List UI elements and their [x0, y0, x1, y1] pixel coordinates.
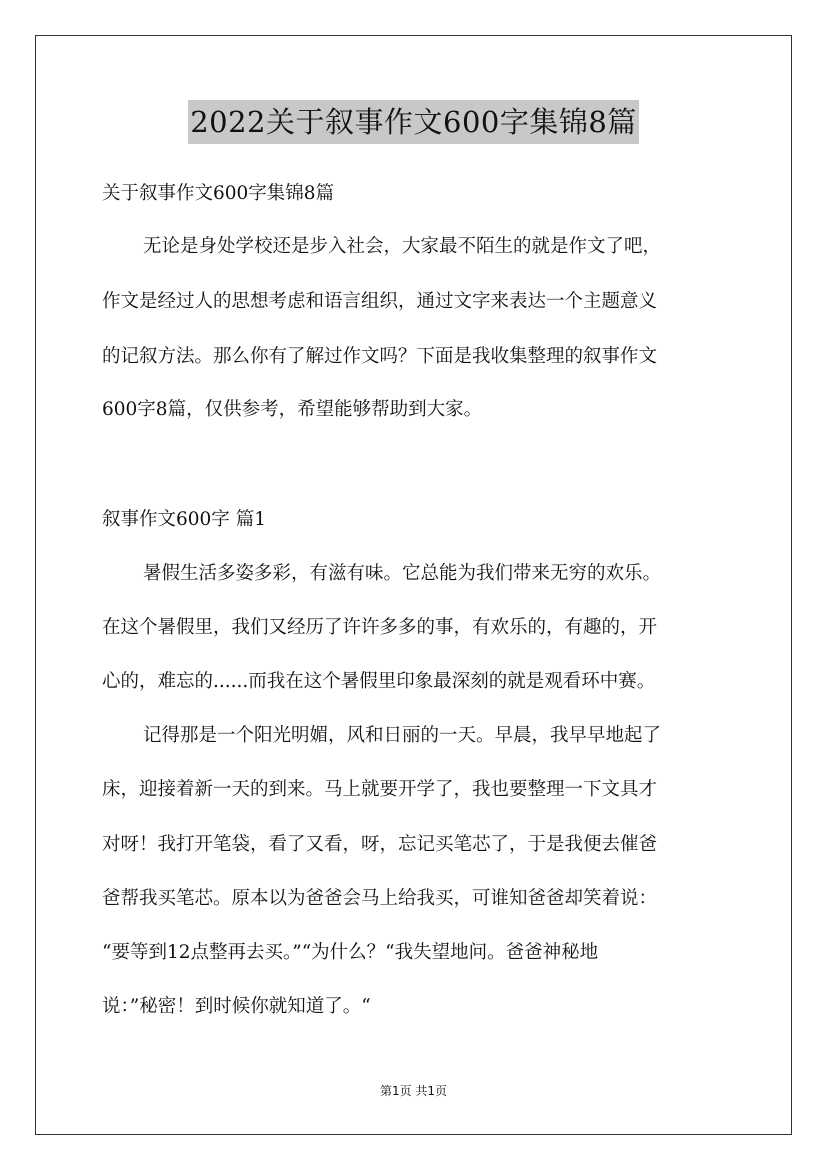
section-heading: 叙事作文600字 篇1 [102, 509, 266, 530]
page-footer: 第1页 共1页 [379, 1084, 448, 1098]
title-container [0, 100, 827, 144]
body-line-5: 床，迎接着新一天的到来。马上就要开学了，我也要整理一下文具才 [102, 779, 658, 800]
body-line-6: 对呀！我打开笔袋，看了又看，呀，忘记买笔芯了，于是我便去催爸 [102, 834, 658, 855]
intro-line-2: 作文是经过人的思想考虑和语言组织，通过文字来表达一个主题意义 [102, 291, 658, 312]
body-line-7: 爸帮我买笔芯。原本以为爸爸会马上给我买，可谁知爸爸却笑着说： [102, 888, 658, 909]
intro-line-1: 无论是身处学校还是步入社会，大家最不陌生的就是作文了吧， [143, 236, 662, 257]
body-line-4: 记得那是一个阳光明媚，风和日丽的一天。早晨，我早早地起了 [143, 725, 662, 746]
document-subtitle: 关于叙事作文600字集锦8篇 [102, 183, 335, 204]
body-line-3: 心的，难忘的......而我在这个暑假里印象最深刻的就是观看环中赛。 [102, 671, 656, 692]
body-line-8: “要等到12点整再去买。”“为什么？“我失望地问。爸爸神秘地 [102, 942, 599, 963]
document-title: 2022关于叙事作文600字集锦8篇 [188, 100, 639, 144]
intro-line-4: 600字8篇，仅供参考，希望能够帮助到大家。 [102, 399, 483, 420]
body-line-1: 暑假生活多姿多彩，有滋有味。它总能为我们带来无穷的欢乐。 [143, 563, 662, 584]
body-line-9: 说：”秘密！到时候你就知道了。“ [102, 996, 371, 1017]
intro-line-3: 的记叙方法。那么你有了解过作文吗？下面是我收集整理的叙事作文 [102, 346, 658, 367]
body-line-2: 在这个暑假里，我们又经历了许许多多的事，有欢乐的，有趣的，开 [102, 617, 658, 638]
